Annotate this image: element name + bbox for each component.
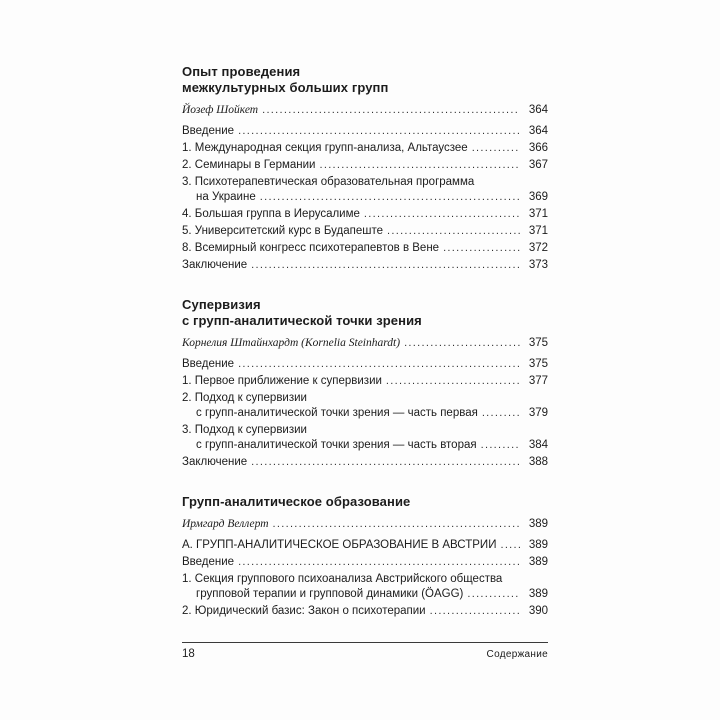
dot-leader (443, 241, 520, 256)
toc-entry (182, 175, 548, 205)
toc-entry (182, 224, 548, 239)
toc-entry (182, 207, 548, 222)
toc-entry (182, 538, 548, 553)
entry-text: с групп-аналитической точки зрения — часть вторая (196, 439, 477, 451)
dot-leader (238, 357, 520, 372)
entry-page-number: 390 (528, 605, 548, 617)
toc-entry (182, 455, 548, 470)
section-heading-line: Супервизия (182, 297, 261, 312)
toc-entry (182, 555, 548, 570)
author-entry (182, 517, 548, 532)
entry-text: 1. Первое приближение к супервизии (182, 375, 382, 387)
entry-page-number: 367 (528, 159, 548, 171)
section-heading-line: Групп-аналитическое образование (182, 494, 411, 509)
dot-leader (260, 190, 520, 205)
entry-line (182, 175, 548, 190)
page-footer (182, 642, 548, 660)
entry-text: Заключение (182, 259, 248, 271)
entry-page-number: 372 (528, 242, 548, 254)
dot-leader (430, 604, 520, 619)
entry-line (182, 374, 548, 389)
entry-line-continuation (182, 190, 548, 205)
section-heading (182, 64, 548, 96)
dot-leader (364, 207, 520, 222)
entry-page-number: 366 (528, 142, 548, 154)
entry-line (182, 124, 548, 139)
dot-leader (472, 141, 520, 156)
entry-line-continuation (182, 406, 548, 421)
section-heading (182, 297, 548, 329)
toc-entry (182, 604, 548, 619)
toc-entry (182, 374, 548, 389)
entry-page-number: 389 (528, 588, 548, 600)
dot-leader (238, 124, 520, 139)
entry-line (182, 224, 548, 239)
entry-line (182, 241, 548, 256)
entry-text: на Украине (196, 191, 256, 203)
section-heading-line: Опыт проведения (182, 64, 301, 79)
toc-entry (182, 158, 548, 173)
entry-line (182, 207, 548, 222)
entry-page-number: 389 (528, 556, 548, 568)
toc-entry (182, 423, 548, 453)
entry-text: Йозеф Шойкет (182, 104, 259, 116)
entry-line (182, 604, 548, 619)
toc-entry (182, 141, 548, 156)
section-heading-line: межкультурных больших групп (182, 80, 389, 95)
entry-line (182, 141, 548, 156)
entry-line-continuation (182, 438, 548, 453)
entry-text: 1. Международная секция групп-анализа, Альтаусзее (182, 142, 468, 154)
entry-text: 2. Семинары в Германии (182, 159, 316, 171)
entry-page-number: 379 (528, 407, 548, 419)
entry-text: с групп-аналитической точки зрения — часть первая (196, 407, 478, 419)
entry-line (182, 555, 548, 570)
entry-text: 3. Подход к супервизии (182, 424, 307, 436)
entry-line-continuation (182, 587, 548, 602)
entry-line (182, 455, 548, 470)
dot-leader (404, 336, 520, 351)
dot-leader (467, 587, 520, 602)
entry-page-number: 371 (528, 225, 548, 237)
toc-section (182, 297, 548, 470)
table-of-contents (182, 64, 548, 621)
toc-entry (182, 572, 548, 602)
entry-line (182, 158, 548, 173)
entry-text: Заключение (182, 456, 248, 468)
entry-text: Введение (182, 556, 235, 568)
toc-section (182, 64, 548, 273)
entry-line (182, 391, 548, 406)
dot-leader (387, 224, 520, 239)
entry-text: Ирмгард Веллерт (182, 518, 269, 530)
dot-leader (319, 158, 520, 173)
toc-entry (182, 391, 548, 421)
entry-text: 5. Университетский курс в Будапеште (182, 225, 383, 237)
dot-leader (238, 555, 520, 570)
footer-section-label: Содержание (486, 649, 548, 660)
entry-page-number: 364 (528, 125, 548, 137)
toc-entry (182, 124, 548, 139)
entry-text: Введение (182, 125, 235, 137)
entry-page-number: 375 (528, 358, 548, 370)
dot-leader (500, 538, 520, 553)
entry-page-number: 377 (528, 375, 548, 387)
entry-page-number: 389 (528, 539, 548, 551)
dot-leader (386, 374, 520, 389)
section-heading-line: с групп-аналитической точки зрения (182, 313, 422, 328)
dot-leader (481, 438, 520, 453)
entry-text: Корнелия Штайнхардт (Kornelia Steinhardt) (182, 337, 401, 349)
entry-page-number: 389 (528, 518, 548, 530)
entry-page-number: 388 (528, 456, 548, 468)
entry-page-number: 375 (528, 337, 548, 349)
entry-text: 2. Юридический базис: Закон о психотерапии (182, 605, 426, 617)
entry-page-number: 371 (528, 208, 548, 220)
entry-text: 8. Всемирный конгресс психотерапевтов в Вене (182, 242, 440, 254)
entry-line (182, 572, 548, 587)
entry-line (182, 423, 548, 438)
entry-line (182, 538, 548, 553)
author-entry (182, 336, 548, 351)
entry-text: А. ГРУПП-АНАЛИТИЧЕСКОЕ ОБРАЗОВАНИЕ В АВСТРИИ (182, 539, 497, 551)
entry-text: 3. Психотерапевтическая образовательная программа (182, 176, 475, 188)
author-entry (182, 103, 548, 118)
toc-entry (182, 258, 548, 273)
entry-line (182, 103, 548, 118)
entry-text: 2. Подход к супервизии (182, 392, 307, 404)
entry-text: групповой терапии и групповой динамики (ÖAGG) (196, 588, 464, 600)
toc-section (182, 494, 548, 619)
entry-line (182, 336, 548, 351)
entry-text: 4. Большая группа в Иерусалиме (182, 208, 360, 220)
entry-page-number: 364 (528, 104, 548, 116)
footer-row (182, 643, 548, 660)
page-number: 18 (182, 648, 195, 660)
entry-page-number: 384 (528, 439, 548, 451)
entry-text: Введение (182, 358, 235, 370)
section-heading (182, 494, 548, 510)
entry-line (182, 517, 548, 532)
entry-page-number: 373 (528, 259, 548, 271)
dot-leader (251, 258, 520, 273)
dot-leader (262, 103, 520, 118)
entry-line (182, 357, 548, 372)
entry-line (182, 258, 548, 273)
dot-leader (482, 406, 520, 421)
entry-page-number: 369 (528, 191, 548, 203)
dot-leader (273, 517, 520, 532)
toc-entry (182, 357, 548, 372)
dot-leader (251, 455, 520, 470)
entry-text: 1. Секция группового психоанализа Австрийского общества (182, 573, 503, 585)
toc-entry (182, 241, 548, 256)
